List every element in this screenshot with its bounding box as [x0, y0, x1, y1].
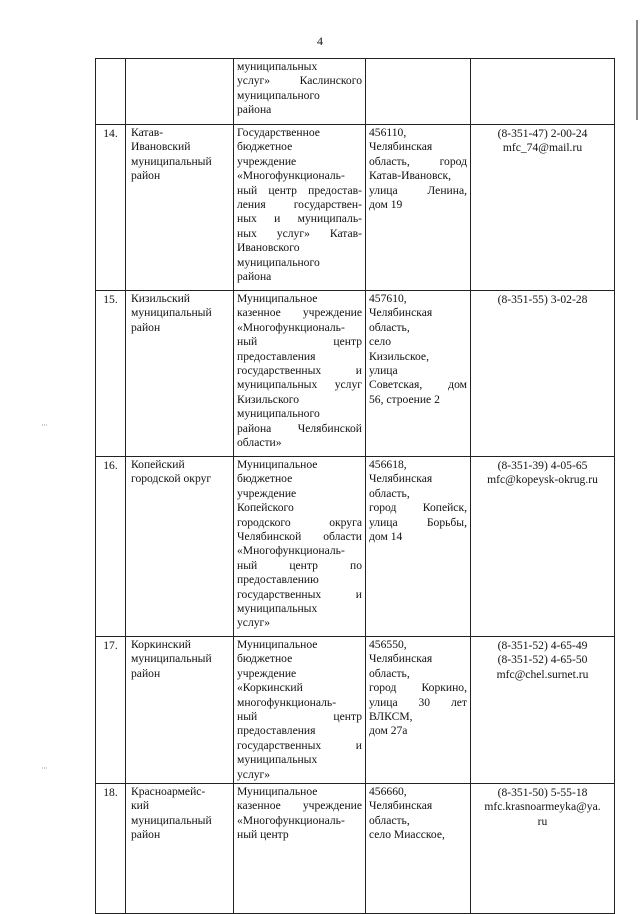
- name-line: Ивановский: [131, 140, 191, 154]
- name-line: район: [131, 828, 161, 842]
- address-line: область,: [369, 666, 410, 680]
- address-line: дом 19: [369, 198, 403, 212]
- municipality-cell: [126, 457, 234, 637]
- address-line: улица 30 лет: [369, 695, 467, 709]
- name-line: кий: [131, 799, 150, 813]
- address-cell: [366, 125, 471, 291]
- contacts-line: mfc.krasnoarmeyka@ya.: [484, 800, 601, 814]
- contacts-cell: [471, 784, 615, 914]
- address-cell: [366, 291, 471, 457]
- address-cell: [366, 784, 471, 914]
- municipality-cell: [126, 291, 234, 457]
- address-line: улица Борьбы,: [369, 515, 467, 529]
- address-line: село: [369, 335, 392, 349]
- row-number: 16.: [103, 459, 118, 472]
- institution-line: предоставления: [237, 349, 316, 363]
- institution-line: «Многофункциональ-: [237, 320, 345, 334]
- address-line: Челябинская: [369, 472, 433, 486]
- institution-line: государственных и: [237, 587, 362, 601]
- table-row: [96, 457, 615, 637]
- address-line: улица: [369, 364, 398, 378]
- contacts-line: (8-351-39) 4-05-65: [497, 459, 588, 472]
- address-line: область,: [369, 320, 410, 334]
- institution-cell: [234, 457, 366, 637]
- institution-line: казенное учреждение: [237, 799, 362, 813]
- row-number-cell: [96, 457, 126, 637]
- name-line: Красноармейс-: [131, 785, 206, 799]
- institution-line: предоставления: [237, 724, 316, 738]
- row-number: 17.: [103, 639, 118, 652]
- address-line: город Копейск,: [369, 501, 467, 515]
- institution-line: Муниципальное: [237, 638, 318, 651]
- address-line: дом 27а: [369, 724, 408, 738]
- institution-line: Копейского: [237, 501, 294, 515]
- institution-line: муниципальных услуг: [237, 378, 362, 392]
- institution-line: ный центр: [237, 710, 362, 724]
- institution-line: Челябинской области: [237, 530, 362, 544]
- address-line: 456618,: [369, 458, 407, 471]
- institution-line: Государственное: [237, 126, 320, 139]
- row-number-cell: [96, 291, 126, 457]
- contacts-line: (8-351-55) 3-02-28: [497, 293, 588, 306]
- mfc-table: [95, 58, 615, 914]
- institution-cell: [234, 59, 366, 125]
- institution-line: бюджетное: [237, 140, 293, 154]
- address-line: Челябинская: [369, 306, 433, 320]
- mfc-table-wrap: [95, 58, 615, 914]
- address-cell: [366, 637, 471, 784]
- institution-line: бюджетное: [237, 652, 293, 666]
- address-line: 457610,: [369, 292, 407, 305]
- institution-line: государственных и: [237, 738, 362, 752]
- row-number-cell: [96, 125, 126, 291]
- name-line: Катав-: [131, 126, 164, 139]
- address-line: 456550,: [369, 638, 407, 651]
- address-line: Челябинская: [369, 652, 433, 666]
- row-number: 15.: [103, 293, 118, 306]
- institution-cell: [234, 784, 366, 914]
- institution-line: государственных и: [237, 364, 362, 378]
- institution-line: Муниципальное: [237, 292, 318, 305]
- name-line: Копейский: [131, 458, 185, 471]
- address-line: Катав-Ивановск,: [369, 169, 452, 183]
- contacts-line: mfc_74@mail.ru: [502, 141, 583, 155]
- institution-line: учреждение: [237, 154, 297, 168]
- address-line: 456110,: [369, 126, 407, 139]
- contacts-line: (8-351-50) 5-55-18: [497, 786, 588, 800]
- institution-line: бюджетное: [237, 472, 293, 486]
- address-line: область,: [369, 813, 410, 827]
- address-line: дом 14: [369, 530, 403, 544]
- institution-line: ных и муниципаль-: [237, 212, 362, 226]
- institution-line: района: [237, 270, 272, 284]
- institution-line: муниципальных: [237, 753, 318, 767]
- institution-line: района Челябинской: [237, 421, 362, 435]
- table-row: [96, 291, 615, 457]
- institution-line: ления государствен-: [237, 198, 362, 212]
- table-row: [96, 784, 615, 914]
- name-line: городской округ: [131, 472, 212, 486]
- name-line: район: [131, 169, 161, 183]
- row-number-cell: [96, 784, 126, 914]
- address-line: улица Ленина,: [369, 183, 467, 197]
- table-row: [96, 59, 615, 125]
- institution-line: Муниципальное: [237, 458, 318, 471]
- contacts-cell: [471, 637, 615, 784]
- address-line: область,: [369, 486, 410, 500]
- institution-line: муниципальных: [237, 60, 318, 73]
- contacts-line: mfc@kopeysk-okrug.ru: [487, 473, 598, 487]
- contacts-cell: [471, 59, 615, 125]
- address-cell: [366, 59, 471, 125]
- name-line: Коркинский: [131, 638, 191, 651]
- institution-cell: [234, 637, 366, 784]
- address-line: Советская, дом: [369, 378, 467, 392]
- name-line: Кизильский: [131, 292, 190, 305]
- institution-cell: [234, 125, 366, 291]
- name-line: муниципальный: [131, 652, 212, 666]
- row-number-cell: [96, 637, 126, 784]
- institution-line: ных услуг» Катав-: [237, 226, 362, 240]
- name-line: муниципальный: [131, 813, 212, 827]
- institution-line: Муниципальное: [237, 785, 318, 799]
- municipality-cell: [126, 125, 234, 291]
- institution-line: «Многофункциональ-: [237, 169, 345, 183]
- row-number: 14.: [103, 127, 118, 140]
- institution-line: предоставлению: [237, 573, 319, 587]
- institution-line: «Коркинский: [237, 681, 303, 695]
- contacts-cell: [471, 457, 615, 637]
- contacts-line: mfc@chel.surnet.ru: [496, 667, 589, 681]
- institution-line: казенное учреждение: [237, 306, 362, 320]
- address-line: ВЛКСМ,: [369, 710, 413, 724]
- table-row: [96, 125, 615, 291]
- institution-line: учреждение: [237, 666, 297, 680]
- institution-line: услуг»: [237, 767, 271, 781]
- address-line: 456660,: [369, 785, 407, 799]
- municipality-cell: [126, 784, 234, 914]
- institution-line: ный центр: [237, 335, 362, 349]
- institution-line: услуг»: [237, 616, 271, 630]
- institution-line: ный центр: [237, 828, 289, 842]
- institution-cell: [234, 291, 366, 457]
- institution-line: муниципального: [237, 407, 320, 421]
- institution-line: Кизильского: [237, 392, 300, 406]
- institution-line: услуг» Каслинского: [237, 74, 362, 88]
- name-line: район: [131, 320, 161, 334]
- page-number: 4: [317, 34, 323, 48]
- municipality-cell: [126, 637, 234, 784]
- institution-line: района: [237, 103, 272, 117]
- contacts-line: (8-351-52) 4-65-50: [497, 653, 588, 667]
- address-line: село Миасское,: [369, 828, 445, 842]
- name-line: муниципальный: [131, 306, 212, 320]
- institution-line: муниципальных: [237, 602, 318, 616]
- institution-line: «Многофункциональ-: [237, 544, 345, 558]
- contacts-line: (8-351-47) 2-00-24: [497, 127, 588, 140]
- address-line: Челябинская: [369, 140, 433, 154]
- address-line: Кизильское,: [369, 349, 429, 363]
- institution-line: ный центр предостав-: [237, 183, 362, 197]
- institution-line: области»: [237, 436, 282, 450]
- institution-line: «Многофункциональ-: [237, 813, 345, 827]
- contacts-line: ru: [537, 814, 548, 828]
- contacts-cell: [471, 291, 615, 457]
- address-line: область, город: [369, 154, 467, 168]
- institution-line: многофункциональ-: [237, 695, 337, 709]
- row-number-cell: [96, 59, 126, 125]
- row-number: 18.: [103, 786, 118, 800]
- contacts-line: (8-351-52) 4-65-49: [497, 639, 588, 652]
- name-line: муниципальный: [131, 154, 212, 168]
- address-line: город Коркино,: [369, 681, 467, 695]
- institution-line: муниципального: [237, 255, 320, 269]
- address-line: 56, строение 2: [369, 392, 440, 406]
- name-line: район: [131, 666, 161, 680]
- institution-line: учреждение: [237, 486, 297, 500]
- institution-line: ный центр по: [237, 558, 362, 572]
- address-line: Челябинская: [369, 799, 433, 813]
- institution-line: Ивановского: [237, 241, 300, 255]
- municipality-cell: [126, 59, 234, 125]
- address-cell: [366, 457, 471, 637]
- institution-line: муниципального: [237, 88, 320, 102]
- institution-line: городского округа: [237, 515, 362, 529]
- contacts-cell: [471, 125, 615, 291]
- table-row: [96, 637, 615, 784]
